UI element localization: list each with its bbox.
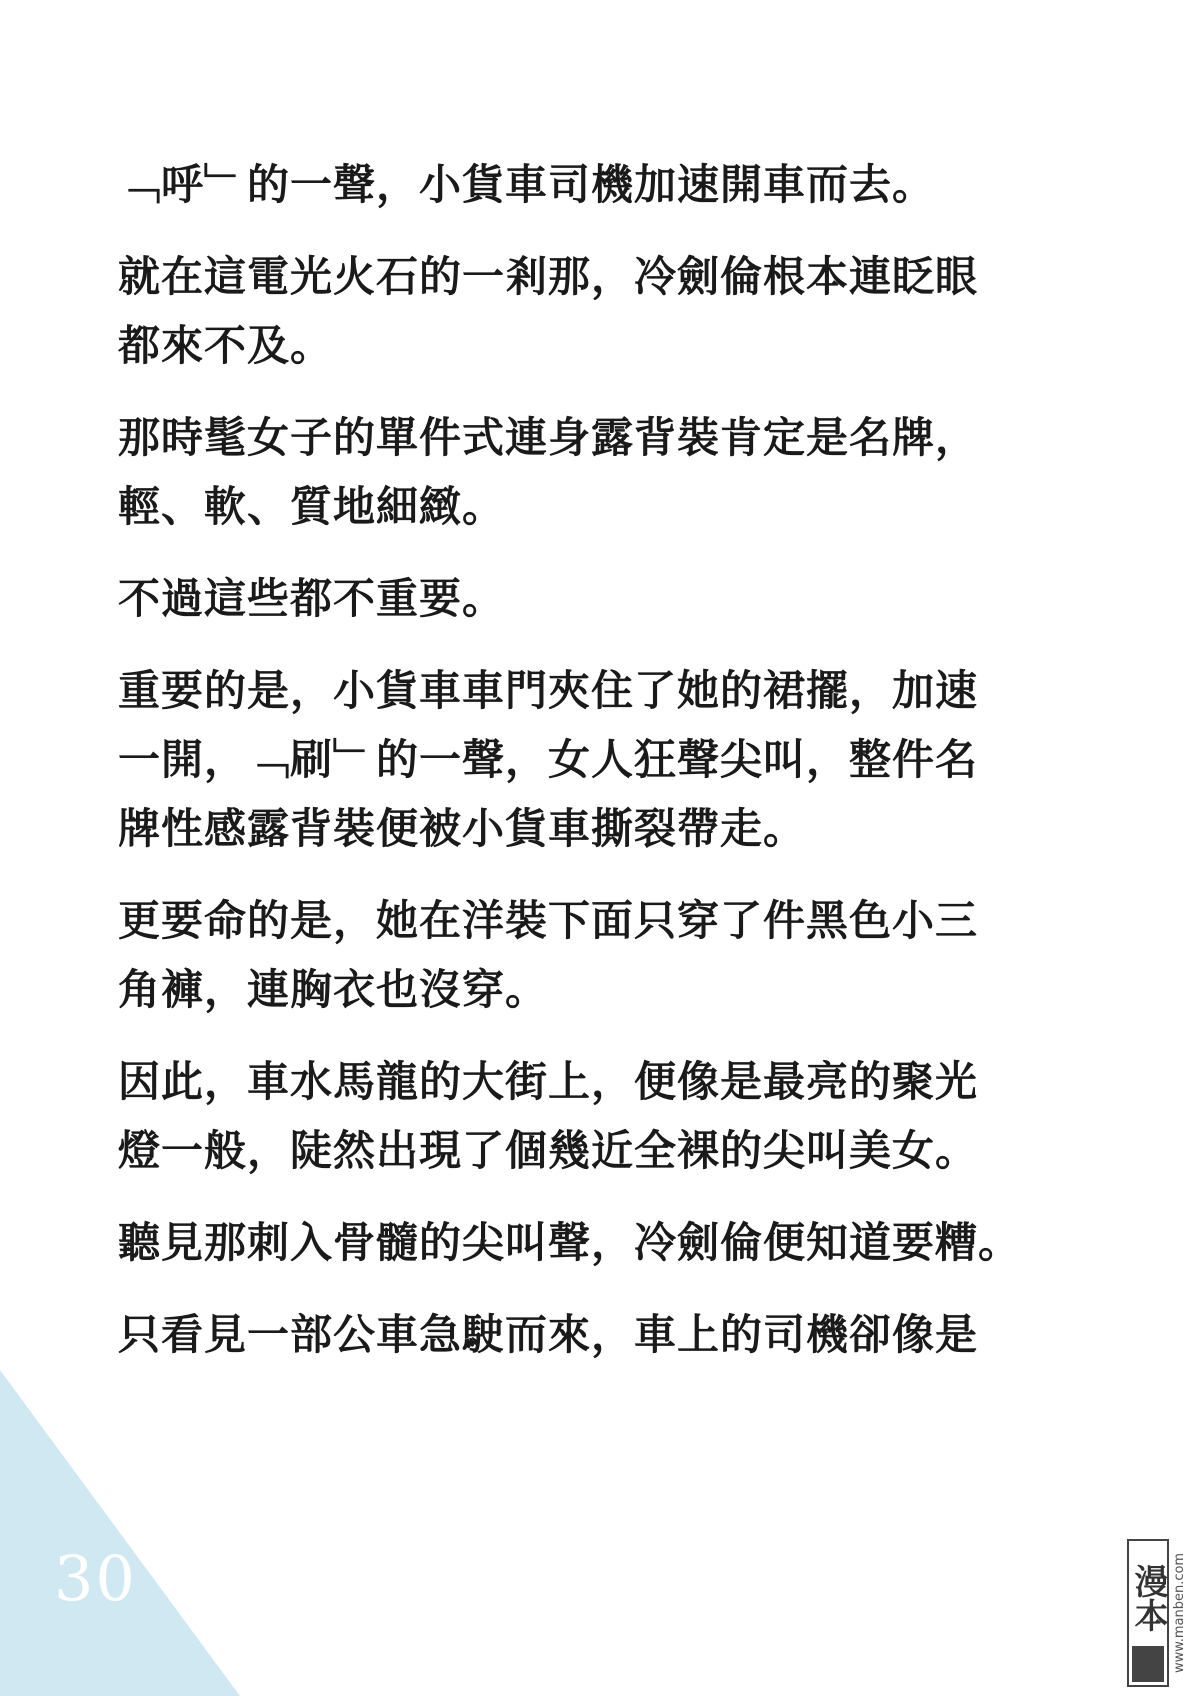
text-line: 因此，車水馬龍的大街上，便像是最亮的聚光: [118, 1057, 979, 1106]
text-line: 燈一般，陡然出現了個幾近全裸的尖叫美女。: [118, 1126, 979, 1175]
text-line: 不過這些都不重要。: [118, 574, 506, 623]
watermark-logo-icon: [1126, 1538, 1170, 1688]
paragraph: [118, 1047, 1098, 1185]
text-line: 都來不及。: [118, 321, 334, 370]
text-line: 牌性感露背裝便被小貨車撕裂帶走。: [118, 804, 807, 853]
paragraph: [118, 564, 1098, 633]
text-line: 一開，﹁刷﹂的一聲，女人狂聲尖叫，整件名: [118, 735, 979, 784]
paragraph: [118, 1300, 1098, 1369]
watermark: [1126, 1538, 1192, 1688]
watermark-url: www.manben.com: [1172, 1552, 1187, 1674]
paragraph: [118, 403, 1098, 541]
text-line: 輕、軟、質地細緻。: [118, 482, 506, 531]
paragraph: [118, 886, 1098, 1024]
paragraph: [118, 656, 1098, 863]
text-line: 那時髦女子的單件式連身露背裝肯定是名牌，: [118, 413, 979, 462]
text-line: 只看見一部公車急駛而來，車上的司機卻像是: [118, 1310, 979, 1359]
text-line: 就在這電光火石的一剎那，冷劍倫根本連眨眼: [118, 252, 979, 301]
watermark-logo-text: 漫本: [1128, 1564, 1168, 1632]
text-line: 角褲，連胸衣也沒穿。: [118, 965, 549, 1014]
page-number: 30: [54, 1542, 137, 1615]
text-line: ﹁呼﹂的一聲，小貨車司機加速開車而去。: [118, 160, 936, 209]
body-text: [118, 150, 1098, 1392]
text-line: 重要的是，小貨車車門夾住了她的裙擺，加速: [118, 666, 979, 715]
corner-decoration: [0, 1370, 240, 1696]
paragraph: [118, 1208, 1098, 1277]
paragraph: [118, 150, 1098, 219]
text-line: 聽見那刺入骨髓的尖叫聲，冷劍倫便知道要糟。: [118, 1218, 1022, 1267]
paragraph: [118, 242, 1098, 380]
text-line: 更要命的是，她在洋裝下面只穿了件黑色小三: [118, 896, 979, 945]
